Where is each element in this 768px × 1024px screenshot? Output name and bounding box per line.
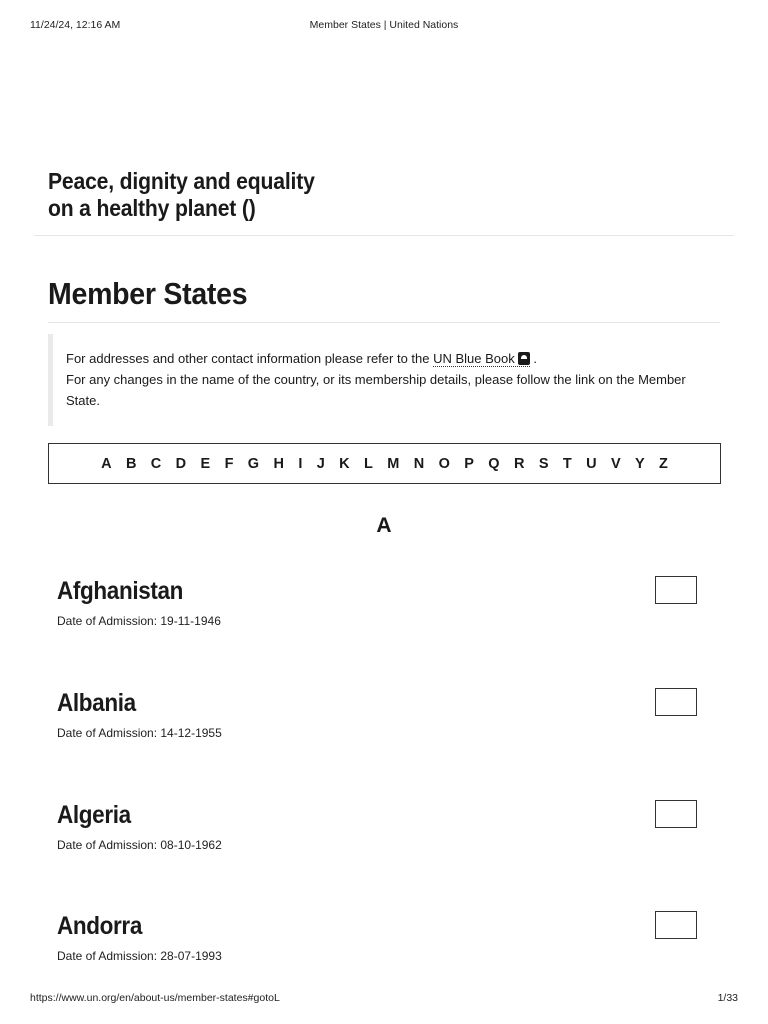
contact-book-icon bbox=[518, 352, 530, 365]
notice-line-1-prefix: For addresses and other contact information please refer to the bbox=[66, 351, 430, 366]
page-title: Member States bbox=[48, 276, 248, 311]
alphabet-link-k[interactable]: K bbox=[339, 455, 350, 472]
notice-line-1 bbox=[66, 348, 716, 369]
alphabet-link-q[interactable]: Q bbox=[488, 455, 500, 472]
alphabet-link-c[interactable]: C bbox=[150, 455, 162, 472]
un-blue-book-link[interactable] bbox=[433, 351, 530, 367]
print-datetime: 11/24/24, 12:16 AM bbox=[30, 19, 121, 31]
flag-image bbox=[655, 688, 697, 716]
site-tagline bbox=[48, 168, 379, 222]
member-state-name[interactable]: Afghanistan bbox=[57, 577, 184, 605]
alphabet-nav bbox=[48, 443, 721, 484]
title-divider bbox=[48, 322, 720, 323]
alphabet-link-g[interactable]: G bbox=[247, 455, 260, 472]
alphabet-link-e[interactable]: E bbox=[200, 455, 211, 472]
notice-line-1-suffix: . bbox=[533, 351, 538, 366]
alphabet-link-d[interactable]: D bbox=[175, 455, 187, 472]
section-letter-heading: A bbox=[376, 514, 392, 537]
print-url: https://www.un.org/en/about-us/member-states#gotoL bbox=[30, 992, 280, 1004]
admission-date: Date of Admission: 08-10-1962 bbox=[57, 838, 222, 852]
print-doc-title: Member States | United Nations bbox=[309, 19, 459, 31]
flag-image bbox=[655, 576, 697, 604]
tagline-line-1: Peace, dignity and equality bbox=[48, 168, 315, 194]
flag-image bbox=[655, 911, 697, 939]
alphabet-link-i[interactable]: I bbox=[298, 455, 303, 472]
member-state-name[interactable]: Andorra bbox=[57, 912, 142, 940]
alphabet-link-n[interactable]: N bbox=[413, 455, 425, 472]
admission-date: Date of Admission: 19-11-1946 bbox=[57, 614, 221, 628]
member-state-name[interactable]: Albania bbox=[57, 689, 136, 717]
contact-notice bbox=[48, 334, 716, 426]
alphabet-link-v[interactable]: V bbox=[610, 455, 621, 472]
alphabet-link-a[interactable]: A bbox=[101, 455, 112, 472]
flag-image bbox=[655, 800, 697, 828]
print-page-number: 1/33 bbox=[717, 992, 738, 1004]
member-state-item bbox=[57, 576, 697, 646]
alphabet-link-j[interactable]: J bbox=[316, 455, 325, 472]
alphabet-link-u[interactable]: U bbox=[586, 455, 597, 472]
alphabet-link-o[interactable]: O bbox=[438, 455, 450, 472]
notice-line-2: For any changes in the name of the country, or its membership details, please follow the link on the Member State. bbox=[66, 372, 686, 408]
alphabet-link-h[interactable]: H bbox=[273, 455, 284, 472]
admission-date: Date of Admission: 28-07-1993 bbox=[57, 949, 222, 963]
admission-date: Date of Admission: 14-12-1955 bbox=[57, 726, 222, 740]
un-blue-book-label: UN Blue Book bbox=[433, 351, 515, 366]
alphabet-link-b[interactable]: B bbox=[125, 455, 137, 472]
alphabet-link-f[interactable]: F bbox=[224, 455, 234, 472]
member-state-item bbox=[57, 688, 697, 758]
member-state-item bbox=[57, 911, 697, 981]
alphabet-link-l[interactable]: L bbox=[364, 455, 373, 472]
header-divider bbox=[34, 235, 734, 236]
alphabet-link-m[interactable]: M bbox=[387, 455, 400, 472]
alphabet-link-p[interactable]: P bbox=[464, 455, 474, 472]
alphabet-link-z[interactable]: Z bbox=[659, 455, 668, 472]
member-state-item bbox=[57, 800, 697, 870]
alphabet-link-r[interactable]: R bbox=[513, 455, 525, 472]
member-state-name[interactable]: Algeria bbox=[57, 801, 131, 829]
alphabet-link-y[interactable]: Y bbox=[635, 455, 645, 472]
tagline-line-2: on a healthy planet () bbox=[48, 195, 256, 221]
alphabet-link-t[interactable]: T bbox=[562, 455, 572, 472]
alphabet-link-s[interactable]: S bbox=[538, 455, 549, 472]
